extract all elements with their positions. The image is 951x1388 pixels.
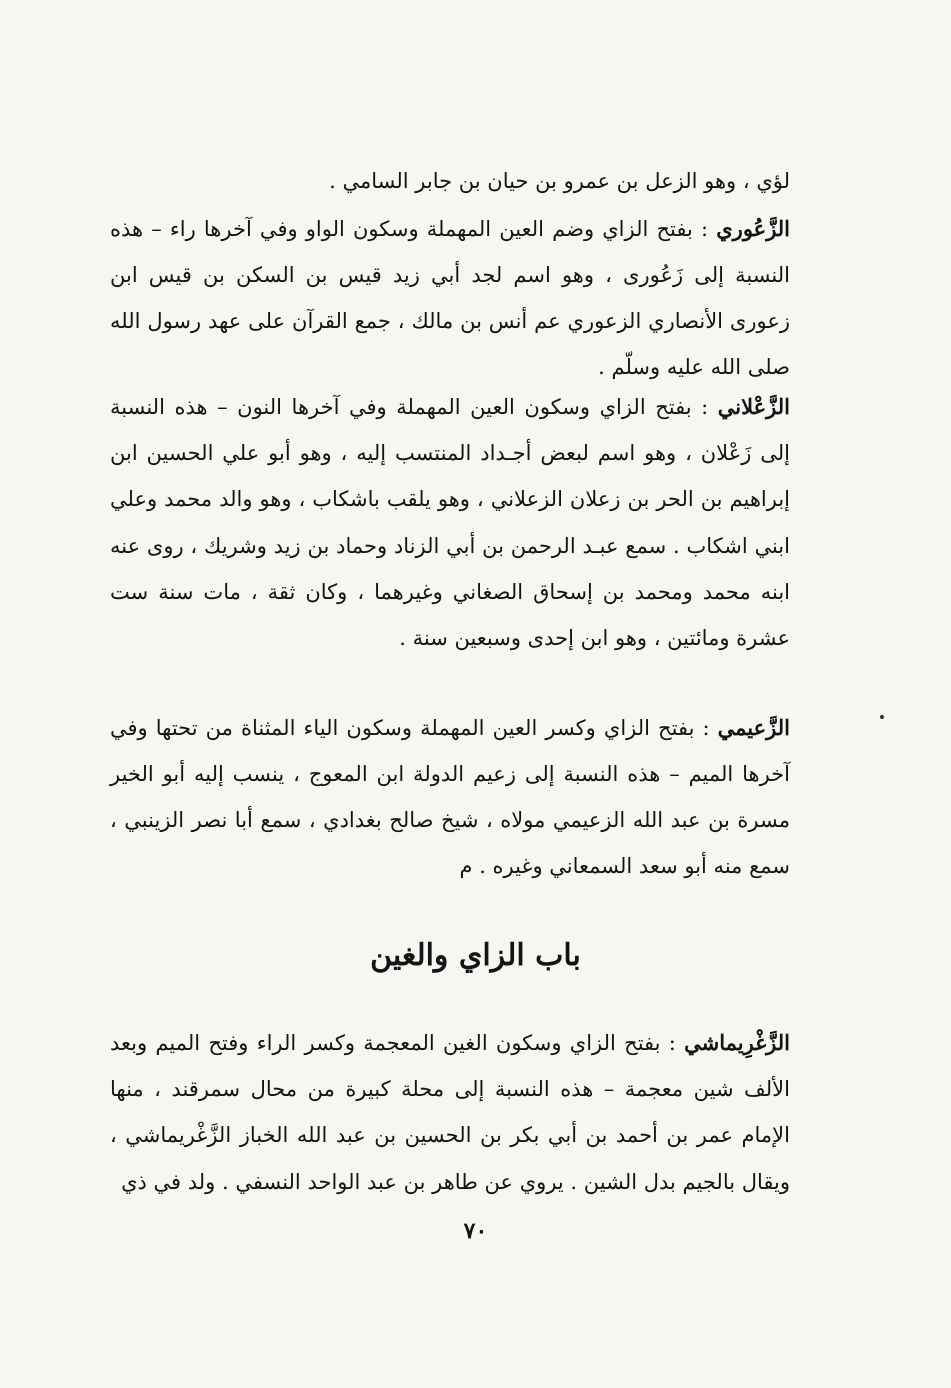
entry-zaouri [110,206,790,390]
entry-heading: الزَّعْلاني [717,394,790,419]
entry-heading: الزَّعُوري [716,216,791,241]
page-number: ٧٠ [463,1218,488,1244]
entry-body: : بفتح الزاي وسكون العين المهملة وفي آخرها النون – هذه النسبة إلى زَعْلان ، وهو اسم لبعض أجـداد المنتسب إليه ، وهو أبو علي الحسين ابن إبراهيم بن الحر بن زعلان الزعلاني ، وهو يلقب باشكاب ، وهو والد محمد وعلي ابني اشكاب . سمع عبـد الرحمن بن أبي الزناد وحماد بن زيد وشريك ، روى عنه ابنه محمد ومحمد بن إسحاق الصغاني وغيرهما ، وكان ثقة ، مات سنة ست عشرة ومائتين ، وهو ابن إحدى وسبعين سنة . [110,395,790,651]
entry-heading: الزَّغْرِيماشي [684,1030,790,1055]
entry-zalani [110,384,790,661]
entry-body: لؤي ، وهو الزعل بن عمرو بن حيان بن جابر السامي . [329,169,790,193]
entry-body: : بفتح الزاي وضم العين المهملة وسكون الواو وفي آخرها راء – هذه النسبة إلى زَعُورى ، وهو اسم لجد أبي زيد قيس بن السكن بن قيس ابن زعورى الأنصاري الزعوري عم أنس بن مالك ، جمع القرآن على عهد رسول الله صلى الله عليه وسلّم . [110,217,790,379]
entry-zaimi [110,705,790,889]
entry-continuation [110,158,790,204]
entry-body: : بفتح الزاي وسكون الغين المعجمة وكسر الراء وفتح الميم وبعد الألف شين معجمة – هذه النسبة إلى محلة كبيرة من محال سمرقند ، منها الإمام عمر بن أحمد بن أبي بكر بن الحسين بن عبد الله الخباز الزَّغْريماشي ، ويقال بالجيم بدل الشين . يروي عن طاهر بن عبد الواحد النسفي . ولد في ذي [110,1031,790,1194]
entry-zaghrimashi [110,1020,790,1205]
entry-body: : بفتح الزاي وكسر العين المهملة وسكون الياء المثناة من تحتها وفي آخرها الميم – هذه النسبة إلى زعيم الدولة ابن المعوج ، ينسب إليه أبو الخير مسرة بن عبد الله الزعيمي مولاه ، شيخ صالح بغدادي ، سمع أبا نصر الزينبي ، سمع منه أبو سعد السمعاني وغيره . م [110,716,790,878]
entry-heading: الزَّعيمي [717,715,790,740]
ink-speck [880,715,884,719]
section-title: باب الزاي والغين [370,938,581,973]
